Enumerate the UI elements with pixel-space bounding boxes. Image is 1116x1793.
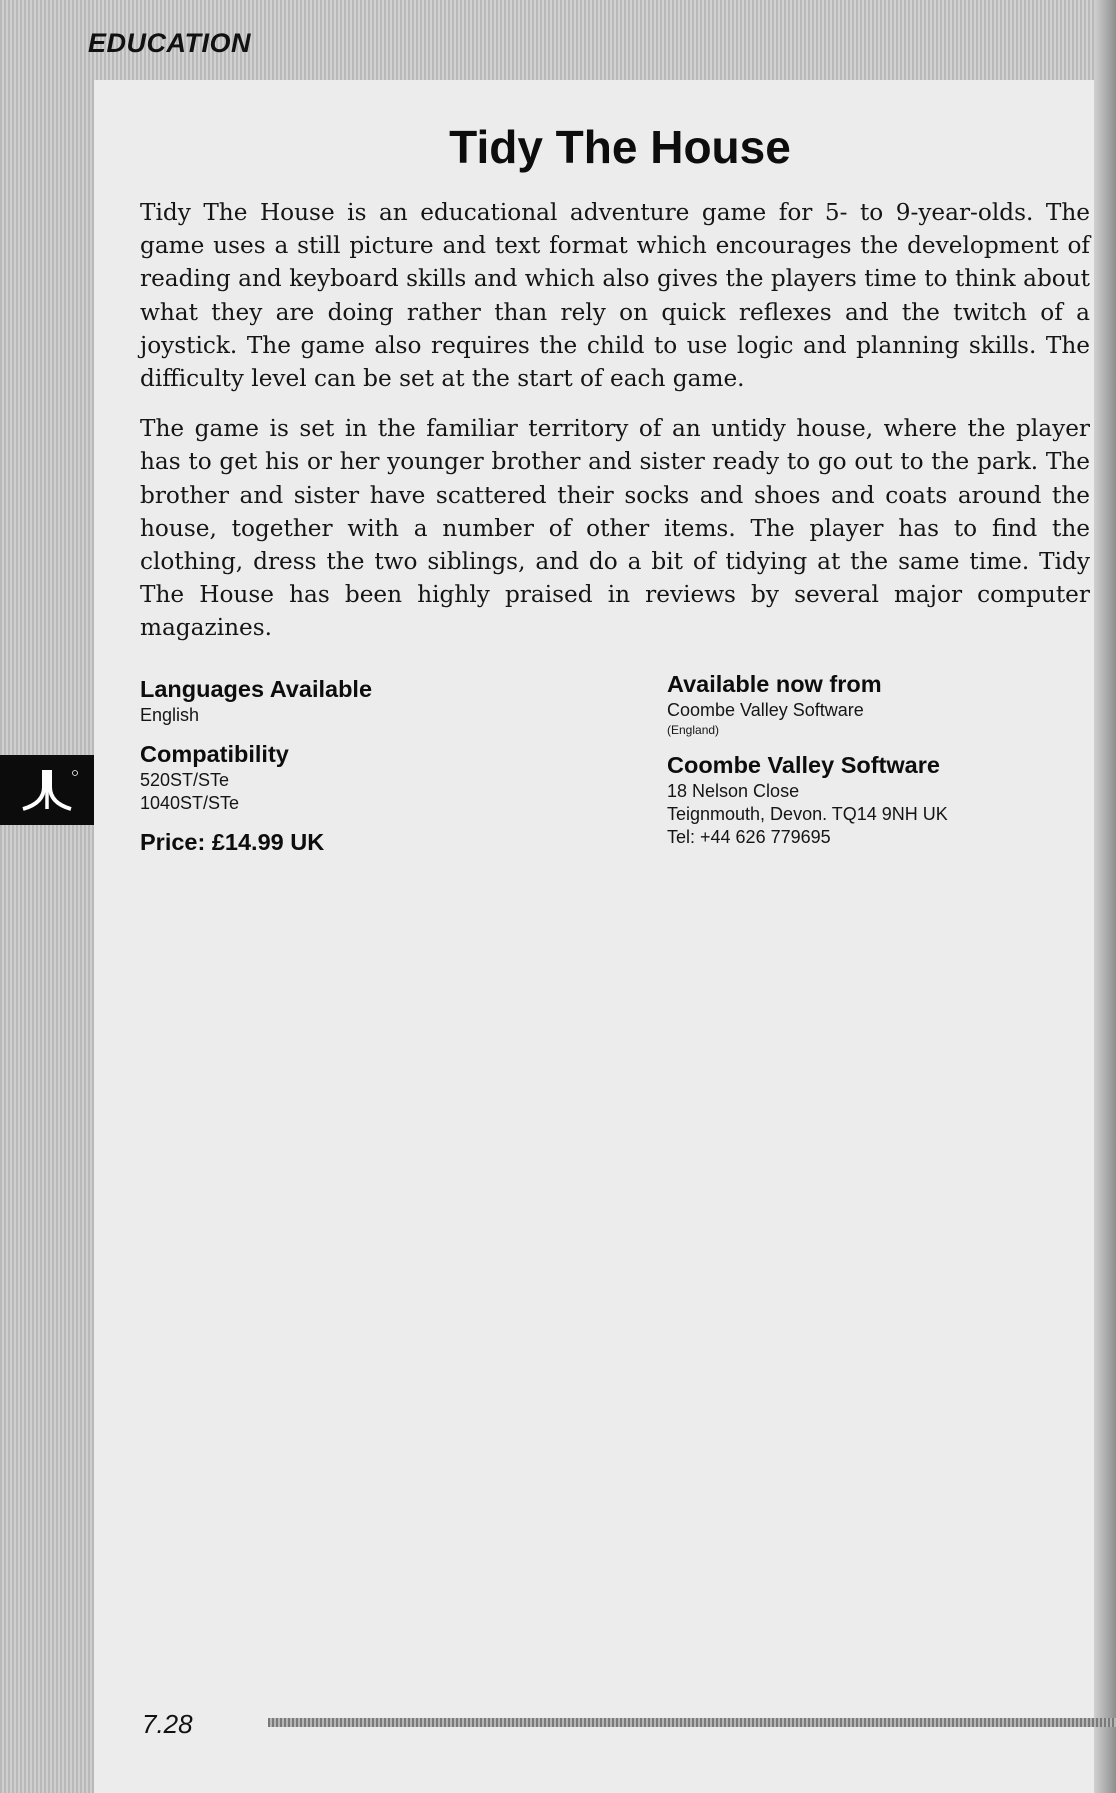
- logo-tab: [0, 755, 94, 825]
- languages-heading: Languages Available: [140, 676, 373, 702]
- page-number: 7.28: [142, 1709, 193, 1739]
- available-heading: Available now from: [667, 671, 882, 697]
- article-paragraph: The game is set in the familiar territory of an untidy house, where the player has to get his or her younger brother and sister ready to go out to the park. The brother and sister have scattered their socks and shoes and coats around the house, together with a number of other items. The player has to find the clothing, dress the two siblings, and do a bit of tidying at the same time. Tidy The House has been highly praised in reviews by several major computer magazines.: [140, 415, 1090, 642]
- left-frame: [0, 0, 94, 1793]
- product-details: [140, 674, 610, 857]
- publisher-details: [667, 669, 1097, 849]
- publisher-address-line2: Teignmouth, Devon. TQ14 9NH UK: [667, 804, 948, 824]
- section-label: EDUCATION: [88, 28, 251, 58]
- publisher-name: Coombe Valley Software: [667, 752, 940, 778]
- publisher-tel: Tel: +44 626 779695: [667, 827, 831, 847]
- price: Price: £14.99 UK: [140, 829, 325, 855]
- language-item: English: [140, 705, 200, 725]
- compatibility-item: 520ST/STe: [140, 770, 230, 790]
- available-country: (England): [667, 723, 720, 737]
- compatibility-item: 1040ST/STe: [140, 793, 240, 813]
- right-page-edge: [1094, 0, 1116, 1793]
- footer-rule: [268, 1718, 1116, 1727]
- atari-fuji-icon: [15, 767, 79, 813]
- article-title: Tidy The House: [449, 121, 791, 173]
- publisher-address-line1: 18 Nelson Close: [667, 781, 800, 801]
- available-name: Coombe Valley Software: [667, 700, 864, 720]
- article-paragraph: Tidy The House is an educational adventure game for 5- to 9-year-olds. The game uses a still picture and text format which encourages the development of reading and keyboard skills and which also gives the players time to think about what they are doing rather than rely on quick reflexes and the twitch of a joystick. The game also requires the child to use logic and planning skills. The difficulty level can be set at the start of each game.: [140, 199, 1090, 393]
- article-body: [140, 196, 1090, 662]
- compatibility-heading: Compatibility: [140, 741, 289, 767]
